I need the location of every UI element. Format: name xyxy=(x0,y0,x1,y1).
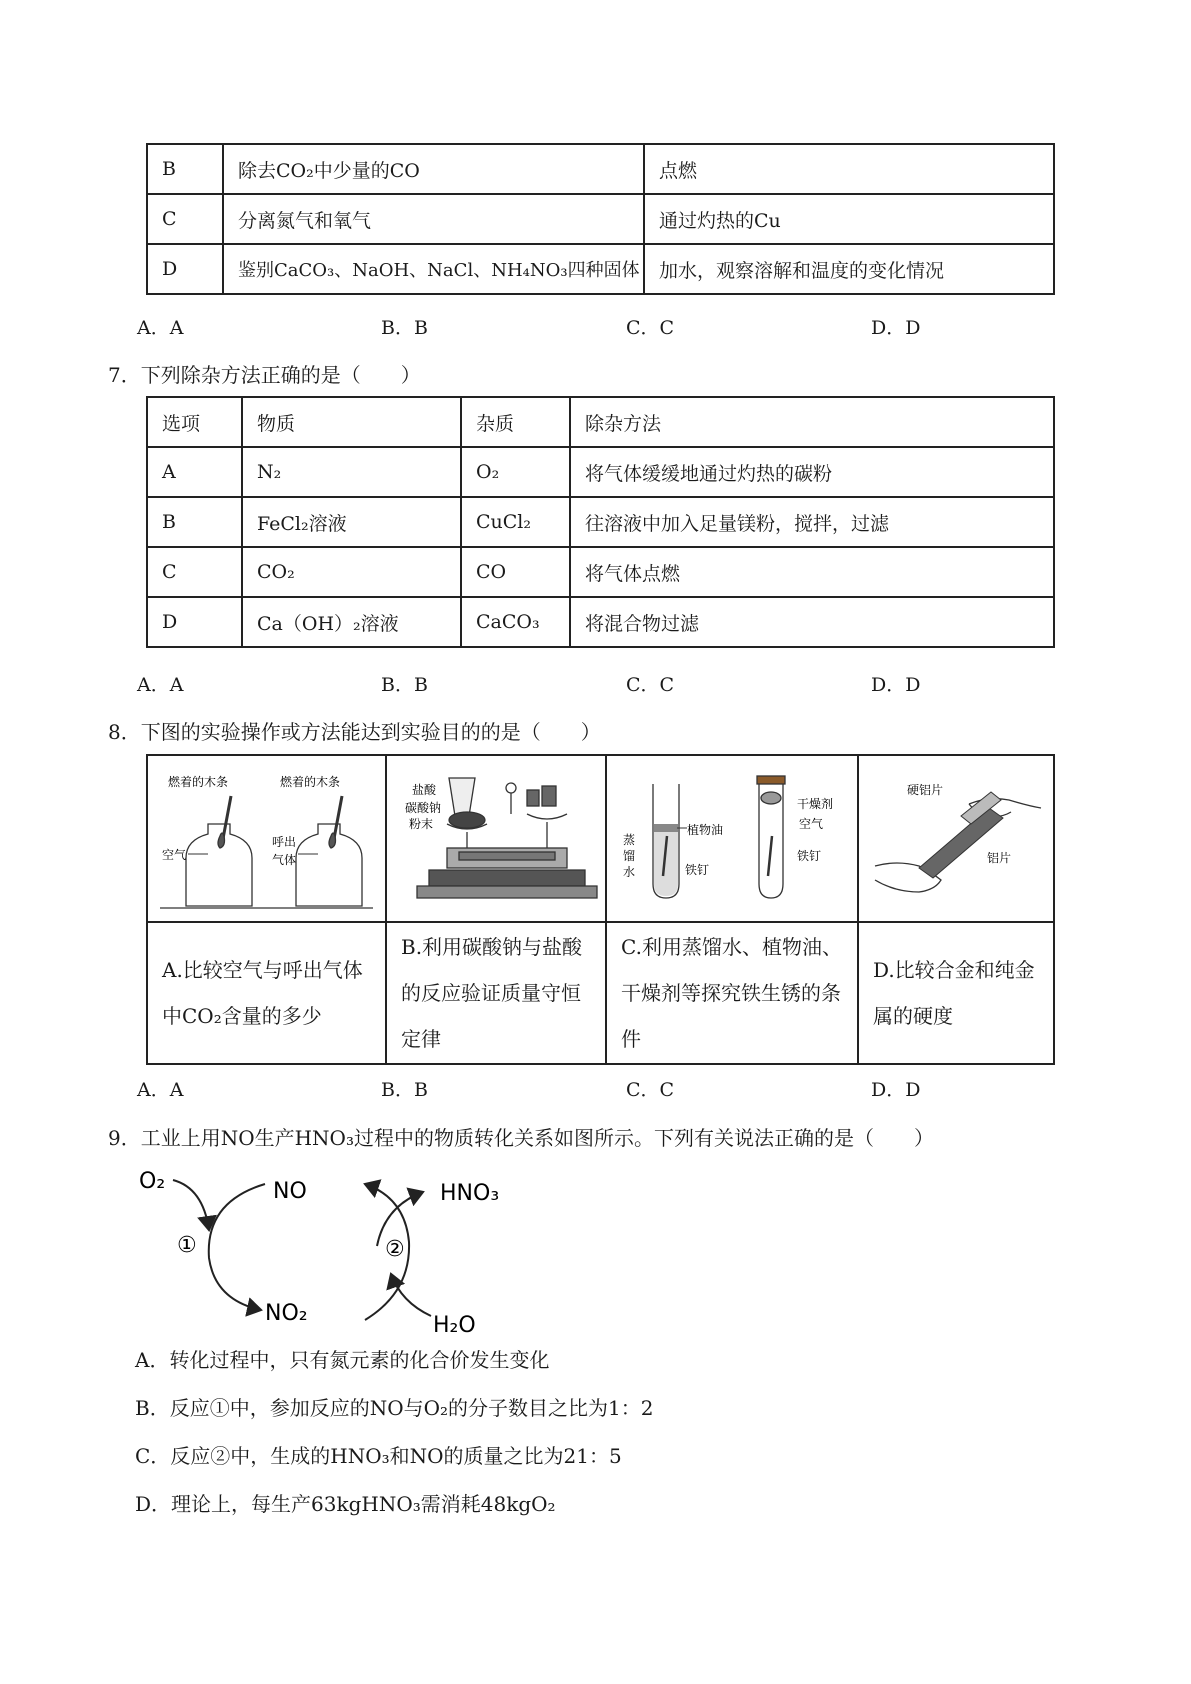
label: 呼出 xyxy=(272,835,297,849)
balance-icon xyxy=(417,778,597,898)
figure-a-cell xyxy=(147,755,386,922)
label: 蒸 xyxy=(623,833,636,847)
header-cell: 除杂方法 xyxy=(570,397,1054,447)
hno3-label: HNO₃ xyxy=(440,1181,500,1206)
q8-table xyxy=(146,754,1055,1065)
q7-title: 7．下列除杂方法正确的是（ ） xyxy=(108,363,421,387)
caption-c: C.利用蒸馏水、植物油、干燥剂等探究铁生锈的条件 xyxy=(606,922,858,1064)
arrow-o2-in xyxy=(173,1180,209,1230)
table-cell: CuCl₂ xyxy=(461,497,570,547)
label: 干燥剂 xyxy=(797,797,834,811)
answer-a[interactable]: A．转化过程中，只有氮元素的化合价发生变化 xyxy=(135,1348,550,1372)
label: 粉末 xyxy=(409,817,434,831)
table-cell: 将气体缓缓地通过灼热的碳粉 xyxy=(570,447,1054,497)
table-row xyxy=(147,244,1054,294)
test-tube-icon xyxy=(653,784,679,898)
choice-a[interactable]: A．A xyxy=(137,317,184,339)
label: 盐酸 xyxy=(412,783,437,797)
choice-c[interactable]: C．C xyxy=(626,317,675,339)
header-cell: 物质 xyxy=(242,397,461,447)
bottle-icon xyxy=(296,796,362,906)
goal-cell: 除去CO₂中少量的CO xyxy=(223,144,644,194)
conversion-diagram xyxy=(125,1162,505,1342)
label: 硬铝片 xyxy=(907,783,944,797)
bottles-figure xyxy=(148,756,385,916)
choice-a[interactable]: A．A xyxy=(137,1079,184,1101)
label: 植物油 xyxy=(687,823,724,837)
arrow-no-to-no2 xyxy=(209,1184,265,1310)
choice-d[interactable]: D．D xyxy=(871,674,921,696)
table-cell: FeCl₂溶液 xyxy=(242,497,461,547)
table-cell: N₂ xyxy=(242,447,461,497)
table-cell: B xyxy=(147,497,242,547)
choice-b[interactable]: B．B xyxy=(381,317,428,339)
header-cell: 杂质 xyxy=(461,397,570,447)
q6-table xyxy=(146,143,1055,295)
table-row xyxy=(147,144,1054,194)
label: 空气 xyxy=(162,848,187,862)
table-cell: D xyxy=(147,597,242,647)
method-cell: 通过灼热的Cu xyxy=(644,194,1054,244)
table-cell: A xyxy=(147,447,242,497)
table-row xyxy=(147,194,1054,244)
table-cell: Ca（OH）₂溶液 xyxy=(242,597,461,647)
label: 气体 xyxy=(272,853,297,867)
caption-a: A.比较空气与呼出气体中CO₂含量的多少 xyxy=(147,922,386,1064)
label: 燃着的木条 xyxy=(168,775,229,789)
label: 馏 xyxy=(623,849,636,863)
test-tube-icon xyxy=(757,776,785,898)
table-header-row xyxy=(147,397,1054,447)
choice-b[interactable]: B．B xyxy=(381,1079,428,1101)
choice-c[interactable]: C．C xyxy=(626,1079,675,1101)
table-cell: 往溶液中加入足量镁粉，搅拌，过滤 xyxy=(570,497,1054,547)
table-cell: CO₂ xyxy=(242,547,461,597)
o2-label: O₂ xyxy=(139,1169,166,1194)
choice-c[interactable]: C．C xyxy=(626,674,675,696)
table-cell: CaCO₃ xyxy=(461,597,570,647)
table-row xyxy=(147,497,1054,547)
no2-label: NO₂ xyxy=(265,1301,308,1326)
table-row xyxy=(147,597,1054,647)
choice-b[interactable]: B．B xyxy=(381,674,428,696)
answer-b[interactable]: B．反应①中，参加反应的NO与O₂的分子数目之比为1：2 xyxy=(135,1396,654,1420)
choice-d[interactable]: D．D xyxy=(871,1079,921,1101)
figure-c-cell xyxy=(606,755,858,922)
header-cell: 选项 xyxy=(147,397,242,447)
reaction-2-label: ② xyxy=(385,1237,405,1262)
h2o-label: H₂O xyxy=(433,1313,476,1338)
table-cell: 将气体点燃 xyxy=(570,547,1054,597)
figure-row xyxy=(147,755,1054,922)
scratch-figure xyxy=(859,756,1053,916)
arrow-h2o-in xyxy=(391,1274,431,1316)
label: 铁钉 xyxy=(797,849,822,863)
q9-title: 9．工业上用NO生产HNO₃过程中的物质转化关系如图所示。下列有关说法正确的是（ ） xyxy=(108,1126,934,1150)
table-cell: O₂ xyxy=(461,447,570,497)
reaction-1-label: ① xyxy=(177,1233,197,1258)
table-cell: CO xyxy=(461,547,570,597)
option-cell: C xyxy=(147,194,223,244)
label: 燃着的木条 xyxy=(280,775,341,789)
goal-cell: 鉴别CaCO₃、NaOH、NaCl、NH₄NO₃四种固体 xyxy=(223,244,644,294)
q7-table xyxy=(146,396,1055,648)
option-cell: B xyxy=(147,144,223,194)
figure-b-cell xyxy=(386,755,606,922)
option-cell: D xyxy=(147,244,223,294)
caption-b: B.利用碳酸钠与盐酸的反应验证质量守恒定律 xyxy=(386,922,606,1064)
test-tubes-figure xyxy=(607,756,857,916)
choice-d[interactable]: D．D xyxy=(871,317,921,339)
caption-d: D.比较合金和纯金属的硬度 xyxy=(858,922,1054,1064)
table-row xyxy=(147,447,1054,497)
table-cell: 将混合物过滤 xyxy=(570,597,1054,647)
table-cell: C xyxy=(147,547,242,597)
label: 铝片 xyxy=(987,851,1012,865)
no-label: NO xyxy=(273,1179,307,1204)
table-row xyxy=(147,547,1054,597)
label: 铁钉 xyxy=(685,863,710,877)
q8-title: 8．下图的实验操作或方法能达到实验目的的是（ ） xyxy=(108,720,601,744)
method-cell: 点燃 xyxy=(644,144,1054,194)
answer-c[interactable]: C．反应②中，生成的HNO₃和NO的质量之比为21：5 xyxy=(135,1444,622,1468)
balance-figure xyxy=(387,756,605,916)
figure-d-cell xyxy=(858,755,1054,922)
goal-cell: 分离氮气和氧气 xyxy=(223,194,644,244)
bottle-icon xyxy=(186,796,252,906)
label: 碳酸钠 xyxy=(405,801,442,815)
label: 水 xyxy=(623,865,636,879)
caption-row xyxy=(147,922,1054,1064)
metal-sheet-icon xyxy=(919,792,1003,878)
answer-d[interactable]: D．理论上，每生产63kgHNO₃需消耗48kgO₂ xyxy=(135,1492,556,1516)
choice-a[interactable]: A．A xyxy=(137,674,184,696)
method-cell: 加水，观察溶解和温度的变化情况 xyxy=(644,244,1054,294)
label: 空气 xyxy=(799,817,824,831)
